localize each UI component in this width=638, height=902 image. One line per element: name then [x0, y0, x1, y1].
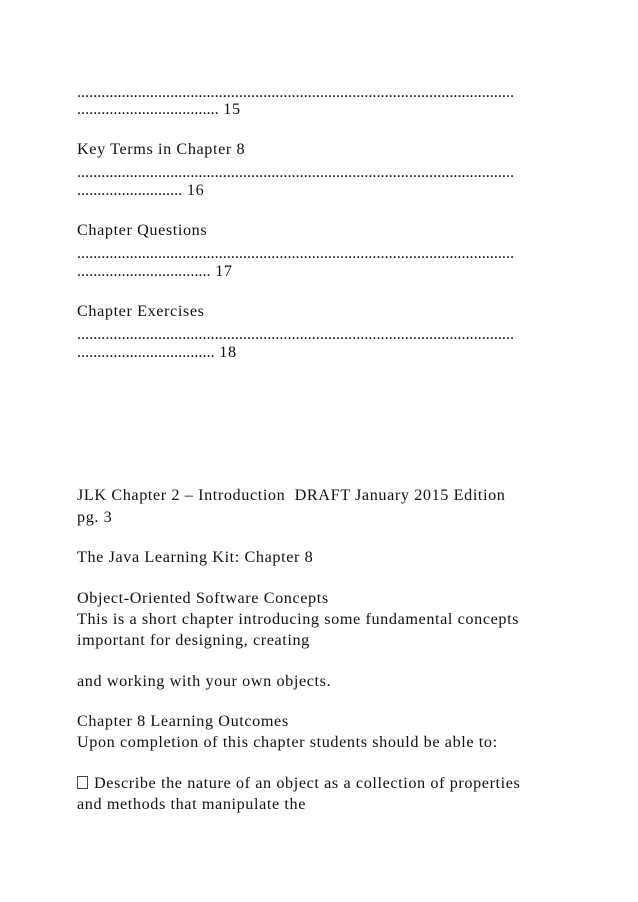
- running-header: JLK Chapter 2 – Introduction DRAFT January 2015 Edition: [77, 486, 506, 504]
- toc-leader-dots: .................................: [77, 262, 211, 280]
- toc-leader-dots: ..........................: [77, 181, 183, 199]
- toc-leader-dots: ..................................: [77, 343, 215, 361]
- missing-glyph-bullet-icon: [77, 776, 88, 789]
- outcome-text-continued: and methods that manipulate the: [77, 795, 306, 813]
- section-title: Object-Oriented Software Concepts: [77, 589, 329, 607]
- toc-leader-dots: ............................................................................................................: [77, 244, 515, 262]
- toc-page-number: 16: [186, 181, 205, 199]
- toc-page-number: 15: [223, 100, 241, 118]
- toc-leader-dots: ............................................................................................................: [77, 163, 515, 181]
- outcome-list-item: [77, 773, 520, 793]
- page-number-label: pg. 3: [77, 508, 113, 526]
- toc-leader-dots: ............................................................................................................: [77, 83, 515, 101]
- outcomes-lead: Upon completion of this chapter students should be able to:: [77, 733, 498, 751]
- book-title: The Java Learning Kit: Chapter 8: [77, 548, 314, 566]
- toc-entry-page-line: [77, 342, 237, 362]
- toc-page-number: 18: [219, 343, 237, 361]
- toc-leader-dots: ...................................: [77, 100, 219, 118]
- intro-paragraph-line: important for designing, creating: [77, 631, 310, 649]
- toc-entry-page-line: [77, 261, 233, 281]
- toc-entry-title: Key Terms in Chapter 8: [77, 140, 246, 158]
- outcomes-heading: Chapter 8 Learning Outcomes: [77, 712, 289, 730]
- outcome-text: Describe the nature of an object as a collection of properties: [94, 774, 521, 792]
- toc-leader-dots: ............................................................................................................: [77, 325, 515, 343]
- toc-entry-page-line: [77, 99, 241, 119]
- toc-entry-title: Chapter Exercises: [77, 302, 205, 320]
- intro-paragraph-line: and working with your own objects.: [77, 672, 332, 690]
- intro-paragraph-line: This is a short chapter introducing some fundamental concepts: [77, 610, 520, 628]
- toc-entry-page-line: [77, 180, 204, 200]
- toc-entry-title: Chapter Questions: [77, 221, 208, 239]
- toc-page-number: 17: [215, 262, 233, 280]
